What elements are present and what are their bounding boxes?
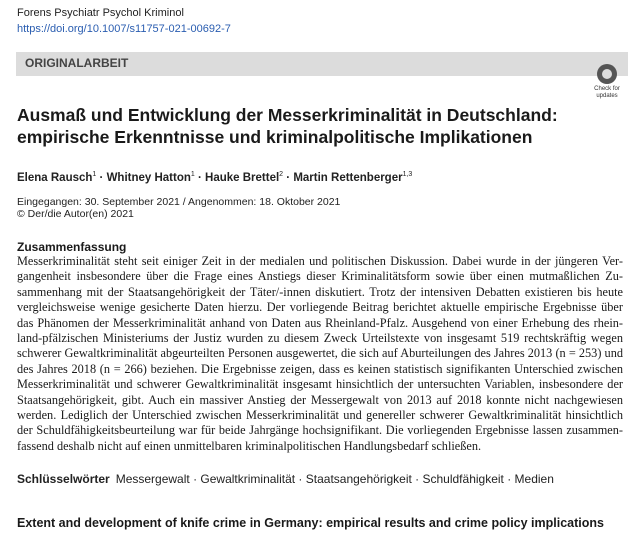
received-accepted-dates: Eingegangen: 30. September 2021 / Angenommen: 18. Oktober 2021 xyxy=(17,196,341,208)
journal-name: Forens Psychiatr Psychol Kriminol xyxy=(17,7,184,19)
article-type-banner xyxy=(16,52,628,76)
author-name[interactable]: Whitney Hatton xyxy=(106,171,191,184)
abstract-line: sammenhang mit der Staatsangehörigkeit der Täter/-innen diskutiert. Trotz der intensiven Debatten existieren bis heute xyxy=(17,284,623,299)
updates-label: Check for updates xyxy=(594,86,620,99)
abstract-line: Staatsangehörigkeit, gibt. Auch ein massiver Anstieg der Messergewalt von 2013 auf 2018 konnte nicht nachgewiesen xyxy=(17,392,623,407)
abstract-line: des Jahres 2018 (n = 266) beziehen. Die Ergebnisse zeigen, dass es keinen statistisch signifikanten Unterschied zwischen xyxy=(17,361,623,376)
article-title xyxy=(17,104,577,148)
updates-icon xyxy=(597,64,617,84)
article-type-label: ORIGINALARBEIT xyxy=(25,56,129,70)
keywords-heading: Schlüsselwörter xyxy=(17,472,110,486)
author-name[interactable]: Hauke Brettel xyxy=(205,171,280,184)
abstract-line: land-pfälzischen Ministeriums der Justiz wurden zu diesem Zweck Urteilstexte von insgesamt 519 rechtskräftig wegen xyxy=(17,331,623,346)
author-name[interactable]: Martin Rettenberger xyxy=(293,171,403,184)
abstract-line: schwerer Gewaltkriminalität abgeurteilten Personen ausgewertet, die sich auf Aburteilungen des Jahres 2013 (n = 253) und xyxy=(17,346,623,361)
abstract-line: Messerkriminalität steht seit einiger Zeit in der medialen und politischen Diskussion. Dabei wurde in der jüngeren Ver- xyxy=(17,254,623,268)
author-affiliation: 1 xyxy=(190,171,195,178)
abstract-line: fassend deshalb nicht auf einen unmittelbaren kriminalpolitischen Handlungsbedarf schließen. xyxy=(17,438,482,453)
abstract-line: vergleichsweise wenige gesicherte Daten hierzu. Der vorliegende Beitrag berichtet aktuelle empirische Ergebnisse über xyxy=(17,300,623,315)
abstract-line: werden. Lediglich der Unterschied zwischen Messerkriminalität und genereller schwerer Gewaltkriminalität hinsichtlich xyxy=(17,408,623,423)
english-title: Extent and development of knife crime in Germany: empirical results and crime policy implications xyxy=(17,516,604,530)
abstract-line: gangenheit insbesondere über die Frage eines Anstiegs dieser Kriminalitätsform sowie über einen mutmaßlichen Zu- xyxy=(17,269,623,284)
check-for-updates-badge[interactable] xyxy=(591,64,623,102)
keywords-line xyxy=(17,472,554,486)
author-separator: · xyxy=(283,171,294,184)
abstract-line: das Phänomen der Messerkriminalität anhand von Daten aus Rheinland-Pfalz. Ausgehend von einer Erhebung des rhein- xyxy=(17,315,623,330)
author-affiliation: 1,3 xyxy=(402,171,413,178)
abstract-heading: Zusammenfassung xyxy=(17,240,127,254)
abstract-line: der Schuldfähigkeitsbeurteilung war für beide Jahrgänge hochsignifikant. Die vorliegenden Ergebnisse lassen zusammen- xyxy=(17,423,623,438)
abstract-line: Messerkriminalität und schwerer Gewaltkriminalität insgesamt hinsichtlich der untersuchten Variablen, insbesondere der xyxy=(17,377,623,392)
author-list xyxy=(17,171,412,184)
article-dates xyxy=(17,196,340,220)
title-line: Ausmaß und Entwicklung der Messerkriminalität in Deutschland: xyxy=(17,105,558,125)
abstract-text xyxy=(17,254,623,454)
copyright-notice: © Der/die Autor(en) 2021 xyxy=(17,208,134,220)
title-line: empirische Erkenntnisse und kriminalpolitische Implikationen xyxy=(17,127,533,147)
author-affiliation: 1 xyxy=(92,171,97,178)
author-separator: · xyxy=(96,171,107,184)
author-name[interactable]: Elena Rausch xyxy=(17,171,93,184)
keywords-list: Messergewalt · Gewaltkriminalität · Staatsangehörigkeit · Schuldfähigkeit · Medien xyxy=(115,472,554,486)
author-affiliation: 2 xyxy=(279,171,284,178)
author-separator: · xyxy=(194,171,206,184)
doi-link[interactable]: https://doi.org/10.1007/s11757-021-00692-7 xyxy=(17,23,231,35)
